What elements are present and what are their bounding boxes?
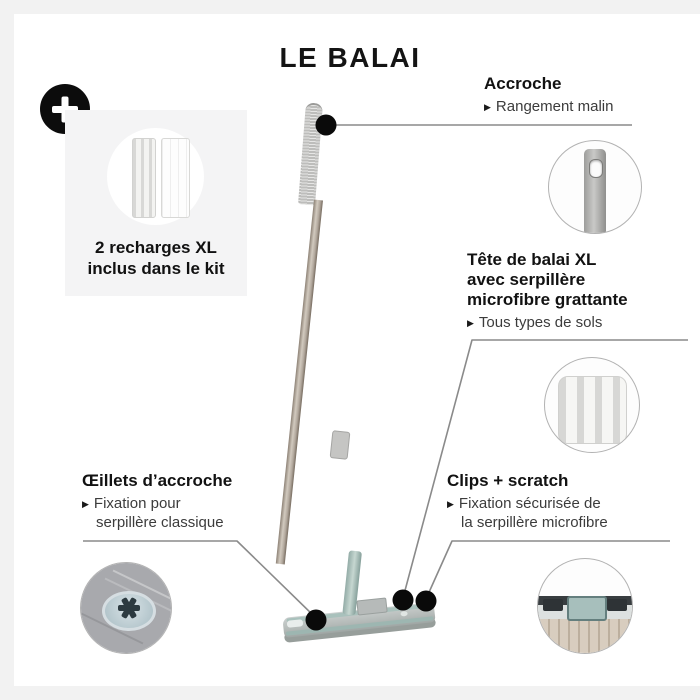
kit-box-caption-line2: inclus dans le kit [87,258,225,278]
callout-clips-desc-line2: la serpillère microfibre [461,513,608,531]
fabric-closeup [538,619,632,653]
callout-accroche [484,74,613,117]
detail-circle-microfibre [544,357,640,453]
callout-clips [447,471,608,533]
callout-clips-desc-line1: Fixation sécurisée de [458,495,601,513]
callout-oeillets-title: Œillets d’accroche [82,471,233,490]
callout-tete-desc-text: Tous types de sols [478,314,603,332]
microfibre-refill-pad [132,138,156,218]
hanging-hole [589,159,603,178]
callout-clips-title: Clips + scratch [447,471,569,490]
triangle-right-icon: ▶ [447,499,454,510]
triangle-right-icon: ▶ [82,499,89,510]
detail-circle-clips [537,558,633,654]
callout-oeillets-desc-line1: Fixation pour [93,495,181,513]
eyelet-closeup [102,591,156,631]
detail-circle-accroche [548,140,642,234]
callout-oeillets-desc [82,495,232,514]
refill-pads-image [107,128,204,225]
callout-accroche-desc [484,98,613,117]
callout-tete-desc [467,314,628,333]
triangle-right-icon: ▶ [467,318,474,329]
kit-box-caption-line1: 2 recharges XL [95,238,217,257]
kit-refills-box [65,110,247,296]
page-title: LE BALAI [279,42,421,73]
pole-clamp [330,430,351,460]
mop-head-screw [400,611,407,617]
callout-tete [467,250,628,333]
triangle-right-icon: ▶ [484,102,491,113]
side-clip-right [607,599,627,611]
microfibre-pad-closeup [558,376,627,444]
detail-circle-oeillet [80,562,172,654]
callout-clips-desc [447,495,608,514]
callout-oeillets-desc-line2: serpillère classique [96,513,224,531]
callout-tete-title-line3: microfibre grattante [467,290,628,310]
head-surface-closeup [81,563,171,653]
white-refill-pad [161,138,190,218]
handle-top-closeup [584,149,606,234]
callout-tete-title-line1: Tête de balai XL [467,250,597,269]
kit-box-caption [65,238,247,279]
teal-clip-closeup [567,596,607,621]
callout-accroche-title: Accroche [484,74,562,93]
side-clip-left [543,599,563,611]
callout-accroche-desc-text: Rangement malin [495,98,614,116]
callout-oeillets [82,471,232,533]
callout-tete-title-line2: avec serpillère [467,270,586,290]
mop-head-joint-base [356,597,387,615]
